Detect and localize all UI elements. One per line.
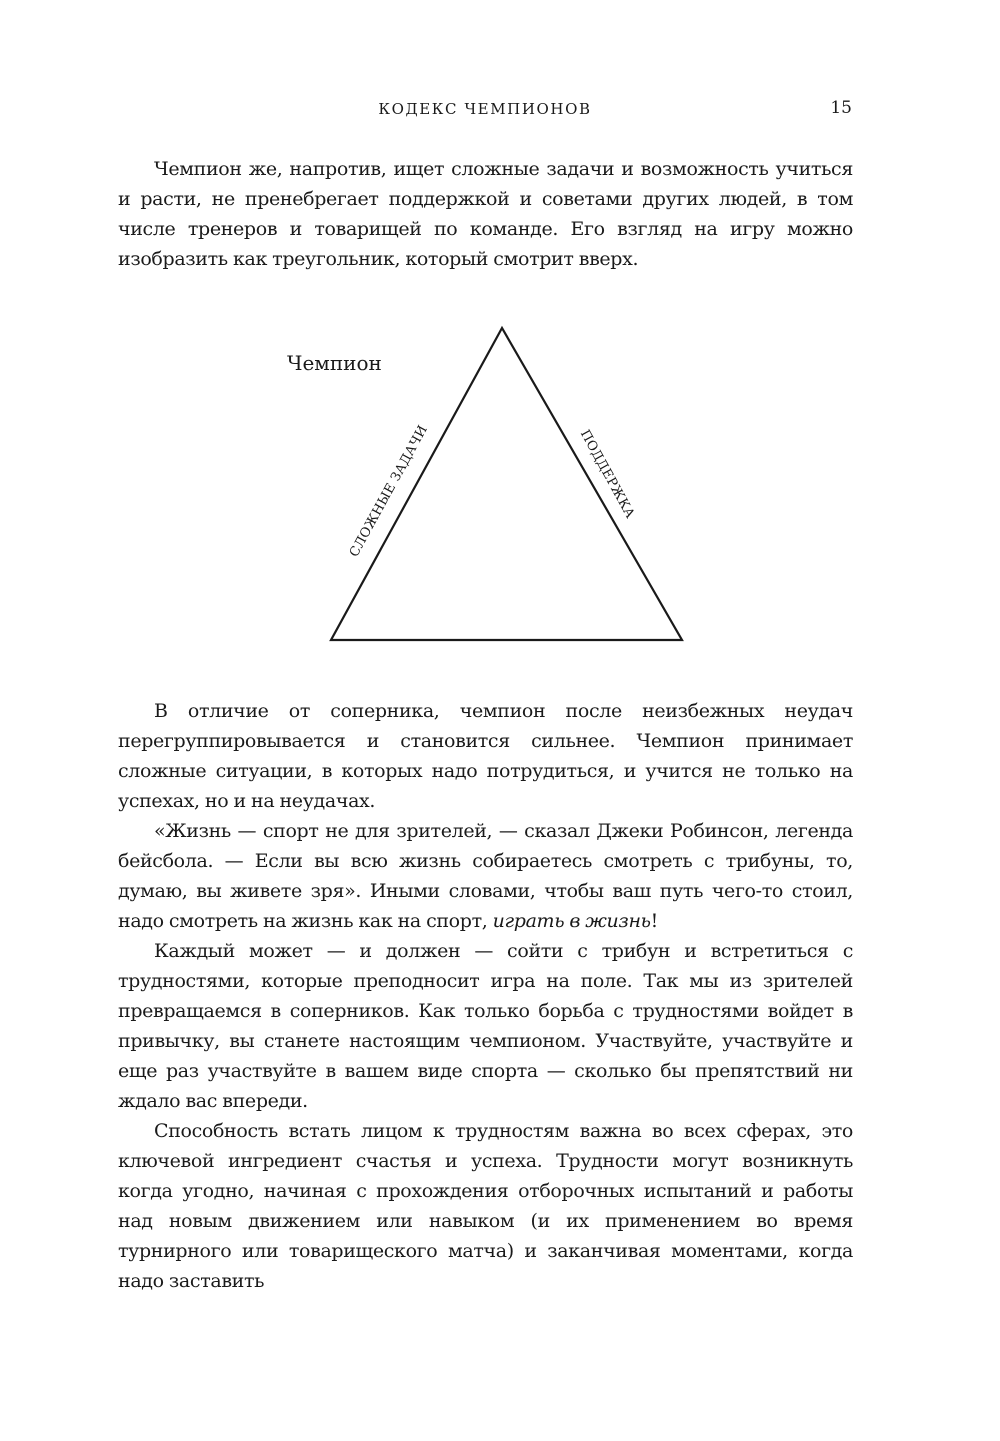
left-side-label: СЛОЖНЫЕ ЗАДАЧИ [346, 422, 431, 560]
paragraph-rebound: В отличие от соперника, чемпион после неизбежных неудач перегруппировывается и становится сильнее. Чемпион принимает сложные ситуации, в которых надо потрудиться, и учится не только на успехах, но и на неудачах. [118, 700, 853, 812]
right-side-label: ПОДДЕРЖКА [576, 427, 638, 522]
emphasis-play-life: играть в жизнь [492, 910, 651, 932]
paragraph-leave-stands: Каждый может — и должен — сойти с трибун и встретиться с трудностями, которые преподносит игра на поле. Так мы из зрителей превращаемся в соперников. Как только борьба с трудностями войдет в привычку, вы станете настоящим чемпионом. Участвуйте, участвуйте и еще раз участвуйте в вашем виде спорта — сколько бы препятствий ни ждало вас впереди. [118, 940, 853, 1112]
intro-text-block [118, 154, 853, 274]
paragraph-facing-difficulties: Способность встать лицом к трудностям важна во всех сферах, это ключевой ингредиент счастья и успеха. Трудности могут возникнуть когда угодно, начиная с прохождения отборочных испытаний и работы над новым движением или навыком (и их применением во время турнирного или товарищеского матча) и заканчивая моментами, когда надо заставить [118, 1120, 853, 1292]
quote-end: ! [650, 910, 658, 932]
intro-paragraph: Чемпион же, напротив, ищет сложные задачи и возможность учиться и расти, не пренебрегает поддержкой и советами других людей, в том числе тренеров и товарищей по команде. Его взгляд на игру можно изобразить как треугольник, который смотрит вверх. [118, 158, 853, 270]
diagram-title: Чемпион [287, 351, 382, 375]
main-text-block [118, 696, 853, 1296]
running-header [150, 98, 852, 120]
quote-text: «Жизнь — спорт не для зрителей, — сказал Джеки Робинсон, легенда бейсбола. — Если вы всю жизнь собираетесь смотреть с трибуны, то, думаю, вы живете зря». Иными словами, чтобы ваш путь чего-то стоил, надо смотреть на жизнь как на спорт, [118, 820, 853, 932]
paragraph-robinson-quote [118, 816, 853, 936]
running-title: КОДЕКС ЧЕМПИОНОВ [378, 100, 592, 118]
page-number: 15 [830, 98, 852, 118]
champion-triangle-diagram [0, 300, 1000, 670]
